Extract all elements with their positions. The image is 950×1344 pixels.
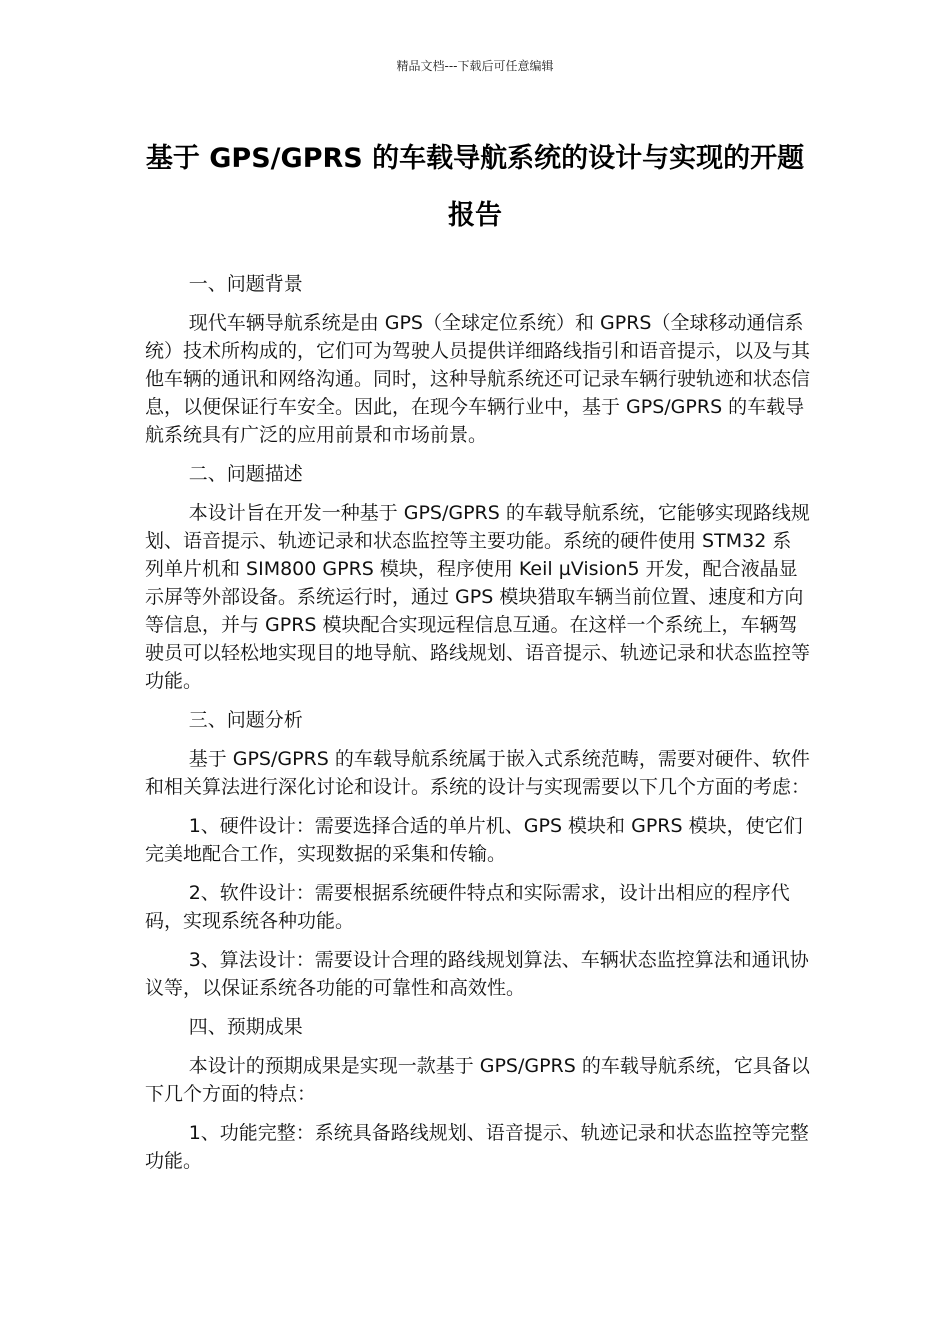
header-note: 精品文档---下载后可任意编辑 (396, 59, 554, 73)
section-heading-expected-results: 四、预期成果 (188, 1016, 303, 1038)
paragraph-feature-complete: 1、功能完整：系统具备路线规划、语音提示、轨迹记录和状态监控等完整功能。 (145, 1122, 809, 1172)
paragraph-background: 现代车辆导航系统是由 GPS（全球定位系统）和 GPRS（全球移动通信系统）技术所构成的，它们可为驾驶人员提供详细路线指引和语音提示，以及与其他车辆的通讯和网络沟通。同时，这种导航系统还可记录车辆行驶轨迹和状态信息，以便保证行车安全。因此，在现今车辆行业中，基于 GPS/GPRS 的车载导航系统具有广泛的应用前景和市场前景。 (145, 312, 811, 446)
paragraph-description: 本设计旨在开发一种基于 GPS/GPRS 的车载导航系统，它能够实现路线规划、语音提示、轨迹记录和状态监控等主要功能。系统的硬件使用 STM32 系列单片机和 SIM800 GPRS 模块，程序使用 Keil µVision5 开发，配合液晶显示屏等外部设备。系统运行时，通过 GPS 模块猎取车辆当前位置、速度和方向等信息，并与 GPRS 模块配合实现远程信息互通。在这样一个系统上，车辆驾驶员可以轻松地实现目的地导航、路线规划、语音提示、轨迹记录和状态监控等功能。 (145, 502, 811, 692)
paragraph-algorithm-design: 3、算法设计：需要设计合理的路线规划算法、车辆状态监控算法和通讯协议等，以保证系统各功能的可靠性和高效性。 (145, 949, 809, 999)
section-heading-background: 一、问题背景 (188, 273, 303, 295)
paragraph-software-design: 2、软件设计：需要根据系统硬件特点和实际需求，设计出相应的程序代码，实现系统各种功能。 (145, 882, 790, 932)
paragraph-hardware-design: 1、硬件设计：需要选择合适的单片机、GPS 模块和 GPRS 模块，使它们完美地配合工作，实现数据的采集和传输。 (145, 815, 803, 865)
paragraph-expected-intro: 本设计的预期成果是实现一款基于 GPS/GPRS 的车载导航系统，它具备以下几个方面的特点： (145, 1055, 810, 1105)
paragraph-analysis-intro: 基于 GPS/GPRS 的车载导航系统属于嵌入式系统范畴，需要对硬件、软件和相关算法进行深化讨论和设计。系统的设计与实现需要以下几个方面的考虑： (145, 748, 811, 798)
document-title: 基于 GPS/GPRS 的车载导航系统的设计与实现的开题报告 (145, 143, 805, 231)
section-heading-analysis: 三、问题分析 (188, 709, 303, 731)
section-heading-description: 二、问题描述 (188, 463, 303, 485)
document-body (145, 270, 810, 1186)
